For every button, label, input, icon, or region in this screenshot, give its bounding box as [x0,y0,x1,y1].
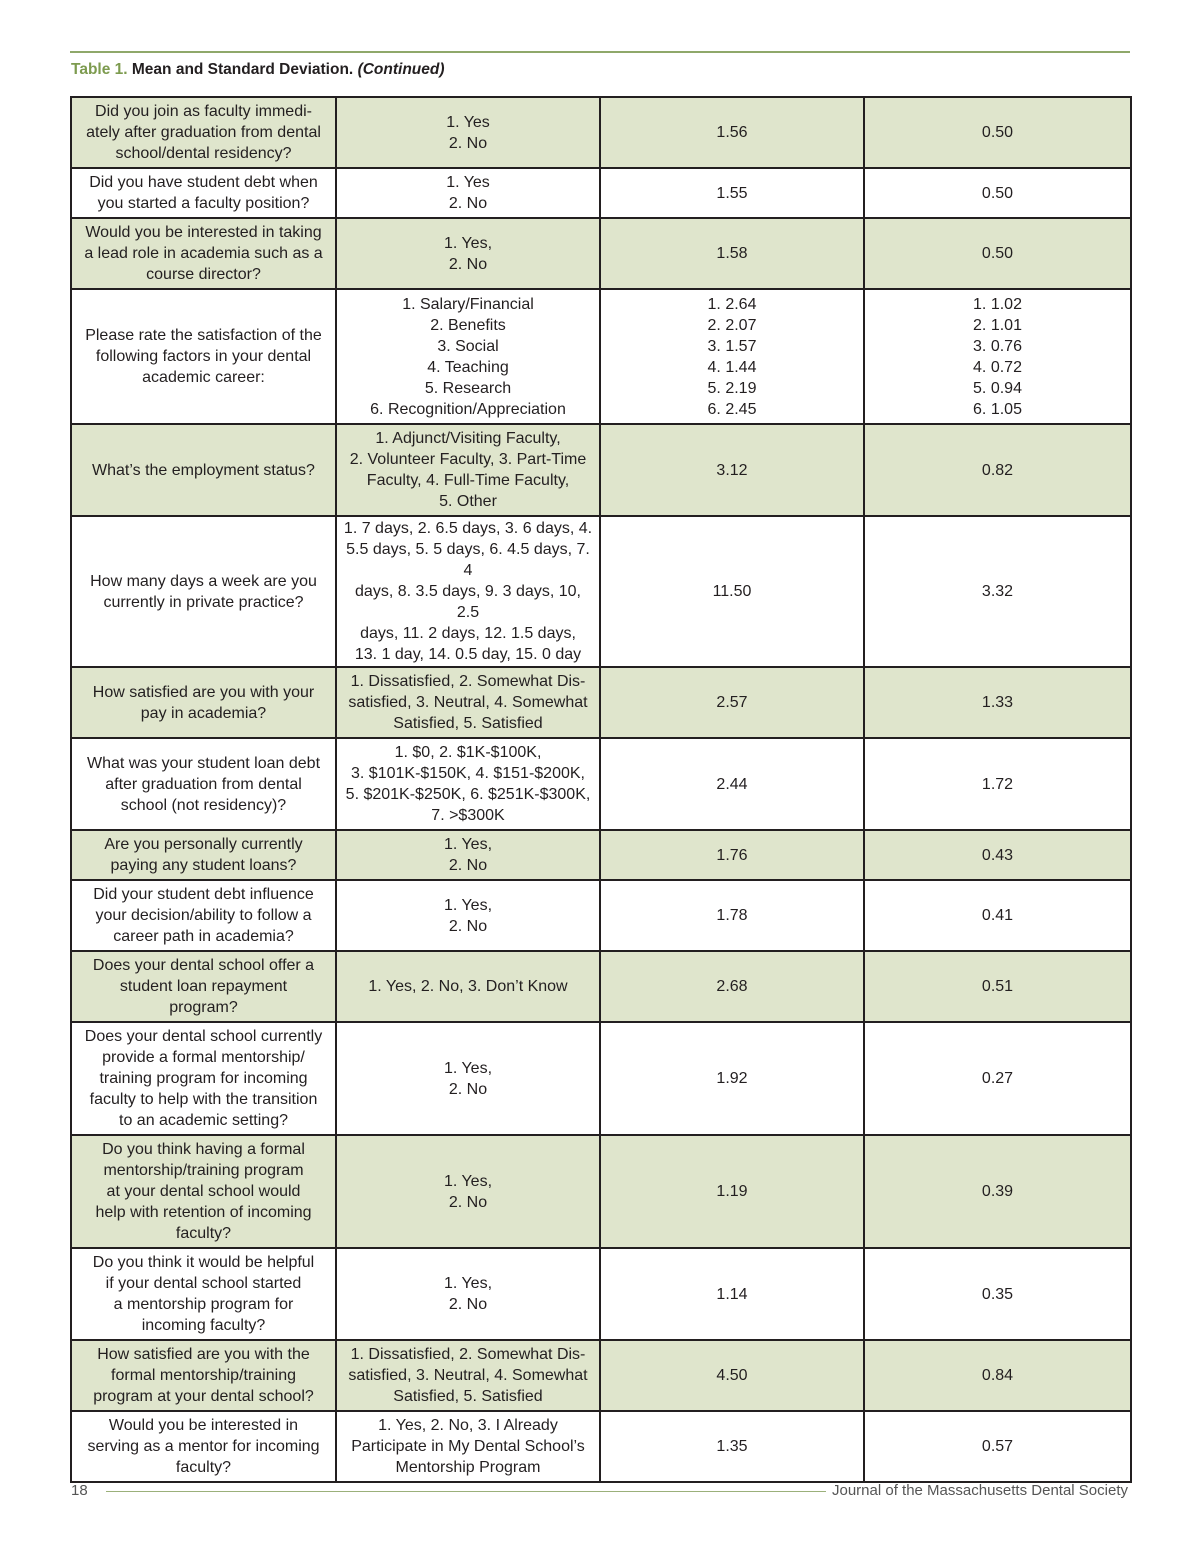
table-row [71,1340,1131,1411]
question-cell: What was your student loan debt after graduation from dental school (not residency)? [71,738,336,830]
question-cell: Please rate the satisfaction of the following factors in your dental academic career: [71,289,336,424]
sd-cell: 0.50 [864,168,1131,218]
options-cell: 1. Adjunct/Visiting Faculty, 2. Volunteer Faculty, 3. Part-Time Faculty, 4. Full-Time Faculty, 5. Other [336,424,600,516]
caption-continued: (Continued) [357,61,445,78]
options-cell: 1. Yes, 2. No [336,1135,600,1248]
mean-sd-table [70,96,1132,1483]
question-cell: Does your dental school currently provide a formal mentorship/ training program for incoming faculty to help with the transition to an academic setting? [71,1022,336,1135]
table-row [71,1248,1131,1340]
mean-cell: 4.50 [600,1340,864,1411]
mean-cell: 2.44 [600,738,864,830]
table-row [71,218,1131,289]
options-cell: 1. Yes 2. No [336,168,600,218]
options-cell: 1. Yes, 2. No [336,1022,600,1135]
options-cell: 1. Dissatisfied, 2. Somewhat Dis- satisfied, 3. Neutral, 4. Somewhat Satisfied, 5. Satisfied [336,667,600,738]
table-row [71,880,1131,951]
sd-cell: 0.51 [864,951,1131,1022]
question-cell: Did you join as faculty immedi- ately after graduation from dental school/dental residency? [71,97,336,168]
sd-cell: 1.72 [864,738,1131,830]
sd-cell: 0.50 [864,218,1131,289]
question-cell: How many days a week are you currently in private practice? [71,516,336,667]
table-row [71,516,1131,667]
options-cell: 1. $0, 2. $1K-$100K, 3. $101K-$150K, 4. $151-$200K, 5. $201K-$250K, 6. $251K-$300K, 7. >$300K [336,738,600,830]
table-caption [71,61,445,79]
question-cell: How satisfied are you with your pay in academia? [71,667,336,738]
mean-cell: 1.58 [600,218,864,289]
options-cell: 1. 7 days, 2. 6.5 days, 3. 6 days, 4. 5.5 days, 5. 5 days, 6. 4.5 days, 7. 4 days, 8. 3.5 days, 9. 3 days, 10, 2.5 days, 11. 2 days, 12. 1.5 days, 13. 1 day, 14. 0.5 day, 15. 0 day [336,516,600,667]
mean-cell: 1.76 [600,830,864,880]
question-cell: Are you personally currently paying any student loans? [71,830,336,880]
question-cell: Would you be interested in taking a lead role in academia such as a course director? [71,218,336,289]
table-row [71,1022,1131,1135]
sd-cell: 0.84 [864,1340,1131,1411]
mean-cell: 2.57 [600,667,864,738]
mean-cell: 1.56 [600,97,864,168]
question-cell: Do you think having a formal mentorship/training program at your dental school would help with retention of incoming faculty? [71,1135,336,1248]
sd-cell: 0.41 [864,880,1131,951]
sd-cell: 0.50 [864,97,1131,168]
table-row [71,168,1131,218]
caption-label: Table 1. [71,61,128,78]
mean-cell: 1.19 [600,1135,864,1248]
sd-cell: 0.35 [864,1248,1131,1340]
options-cell: 1. Yes 2. No [336,97,600,168]
sd-cell: 0.57 [864,1411,1131,1482]
mean-cell: 1.55 [600,168,864,218]
mean-cell: 1.35 [600,1411,864,1482]
mean-cell: 11.50 [600,516,864,667]
table-row [71,424,1131,516]
question-cell: Did your student debt influence your decision/ability to follow a career path in academia? [71,880,336,951]
mean-cell: 3.12 [600,424,864,516]
sd-cell: 3.32 [864,516,1131,667]
sd-cell: 1. 1.02 2. 1.01 3. 0.76 4. 0.72 5. 0.94 6. 1.05 [864,289,1131,424]
options-cell: 1. Dissatisfied, 2. Somewhat Dis- satisfied, 3. Neutral, 4. Somewhat Satisfied, 5. Satisfied [336,1340,600,1411]
sd-cell: 0.43 [864,830,1131,880]
table-row [71,667,1131,738]
table-row [71,1411,1131,1482]
options-cell: 1. Yes, 2. No, 3. Don’t Know [336,951,600,1022]
table-row [71,830,1131,880]
table-row [71,738,1131,830]
question-cell: Would you be interested in serving as a mentor for incoming faculty? [71,1411,336,1482]
question-cell: Do you think it would be helpful if your dental school started a mentorship program for incoming faculty? [71,1248,336,1340]
table-body [71,97,1131,1482]
table-row [71,951,1131,1022]
question-cell: Does your dental school offer a student loan repayment program? [71,951,336,1022]
caption-title: Mean and Standard Deviation. [131,61,354,78]
mean-cell: 1.92 [600,1022,864,1135]
journal-name: Journal of the Massachusetts Dental Society [832,1482,1128,1499]
sd-cell: 0.27 [864,1022,1131,1135]
top-rule [70,51,1130,53]
table-row [71,289,1131,424]
sd-cell: 0.39 [864,1135,1131,1248]
options-cell: 1. Yes, 2. No [336,830,600,880]
table-row [71,1135,1131,1248]
page-number: 18 [71,1482,88,1499]
question-cell: Did you have student debt when you started a faculty position? [71,168,336,218]
table-row [71,97,1131,168]
options-cell: 1. Yes, 2. No, 3. I Already Participate in My Dental School’s Mentorship Program [336,1411,600,1482]
options-cell: 1. Salary/Financial 2. Benefits 3. Social 4. Teaching 5. Research 6. Recognition/Appreciation [336,289,600,424]
question-cell: How satisfied are you with the formal mentorship/training program at your dental school? [71,1340,336,1411]
mean-cell: 2.68 [600,951,864,1022]
options-cell: 1. Yes, 2. No [336,880,600,951]
mean-cell: 1. 2.64 2. 2.07 3. 1.57 4. 1.44 5. 2.19 6. 2.45 [600,289,864,424]
options-cell: 1. Yes, 2. No [336,1248,600,1340]
mean-cell: 1.14 [600,1248,864,1340]
question-cell: What’s the employment status? [71,424,336,516]
footer-rule [106,1491,826,1492]
mean-cell: 1.78 [600,880,864,951]
sd-cell: 1.33 [864,667,1131,738]
sd-cell: 0.82 [864,424,1131,516]
options-cell: 1. Yes, 2. No [336,218,600,289]
